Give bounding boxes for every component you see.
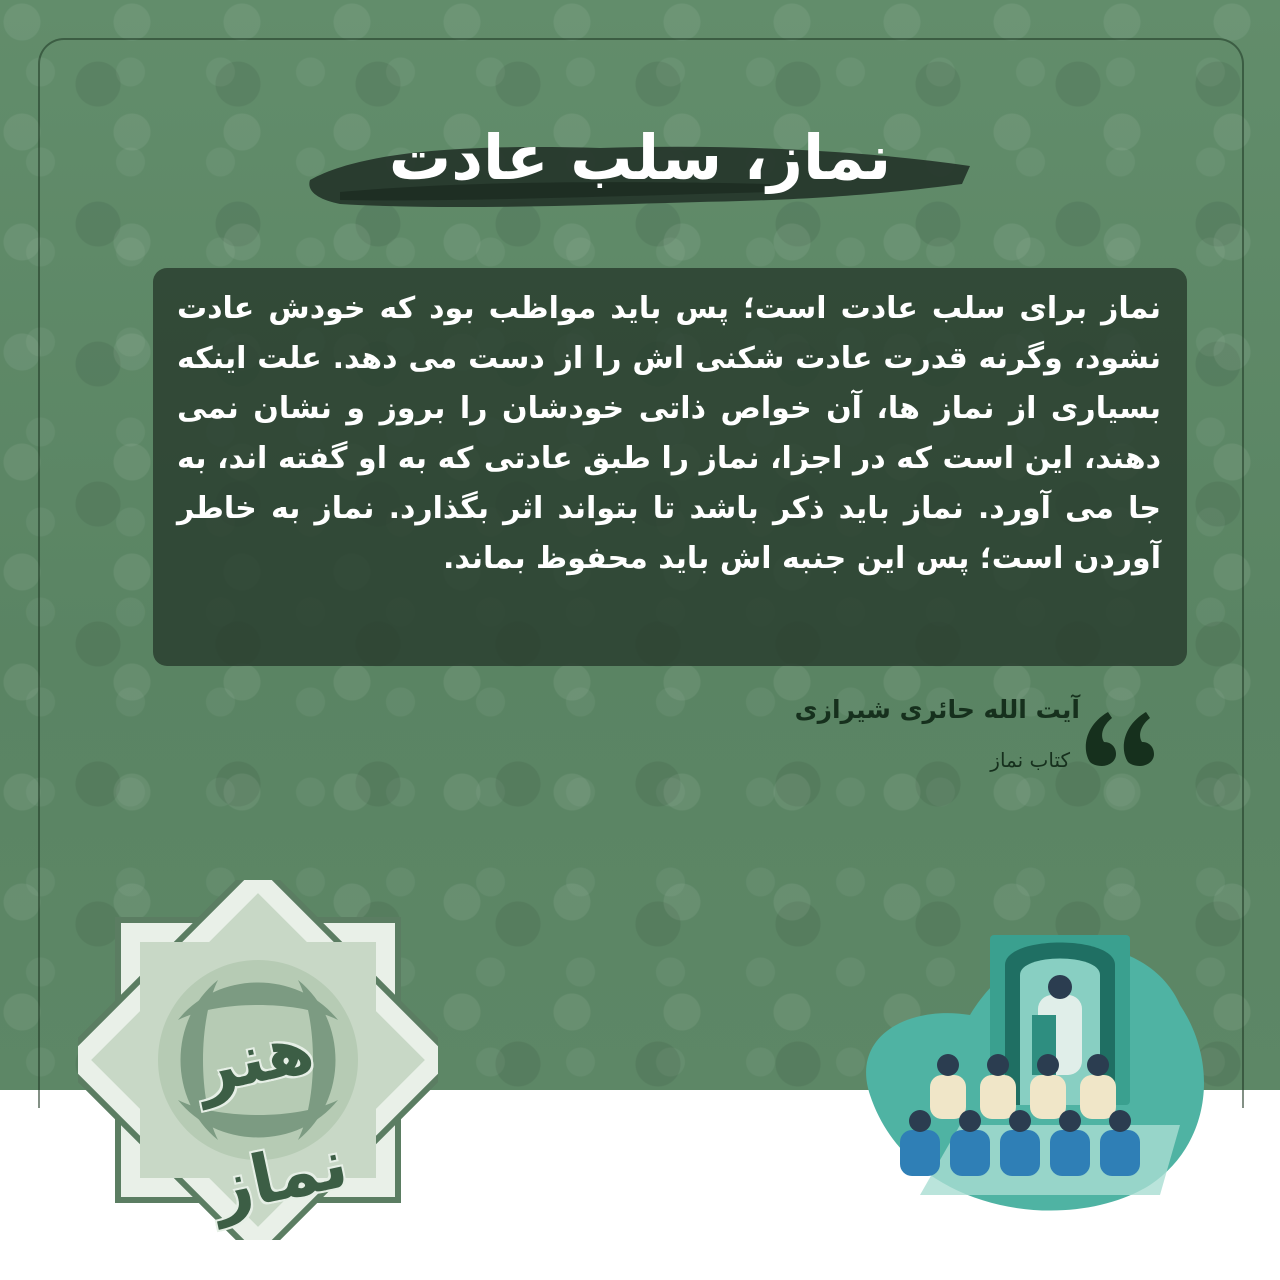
- congregational-prayer-illustration: [850, 895, 1230, 1225]
- quote-body: نماز برای سلب عادت است؛ پس باید مواظب بود که خودش عادت نشود، وگرنه قدرت عادت شکنی اش را از دست می دهد. علت اینکه بسیاری از نماز ها، آن خواص ذاتی خودشان را بروز و نشان نمی دهند، این است که در اجزا، نماز را طبق عادتی که به او گفته اند، به جا می آورد. نماز باید ذکر باشد تا بتواند اثر بگذارد. نماز به خاطر آوردن است؛ پس این جنبه اش باید محفوظ بماند.: [177, 291, 1161, 576]
- quote-author: آیت الله حائری شیرازی: [794, 695, 1080, 724]
- logo-text: هنر نماز: [189, 1008, 355, 1230]
- quote-text-box: [153, 268, 1187, 666]
- quote-source: کتاب نماز: [990, 748, 1070, 772]
- page-title: نماز، سلب عادت: [388, 121, 892, 194]
- quote-mark-icon: [1082, 706, 1162, 766]
